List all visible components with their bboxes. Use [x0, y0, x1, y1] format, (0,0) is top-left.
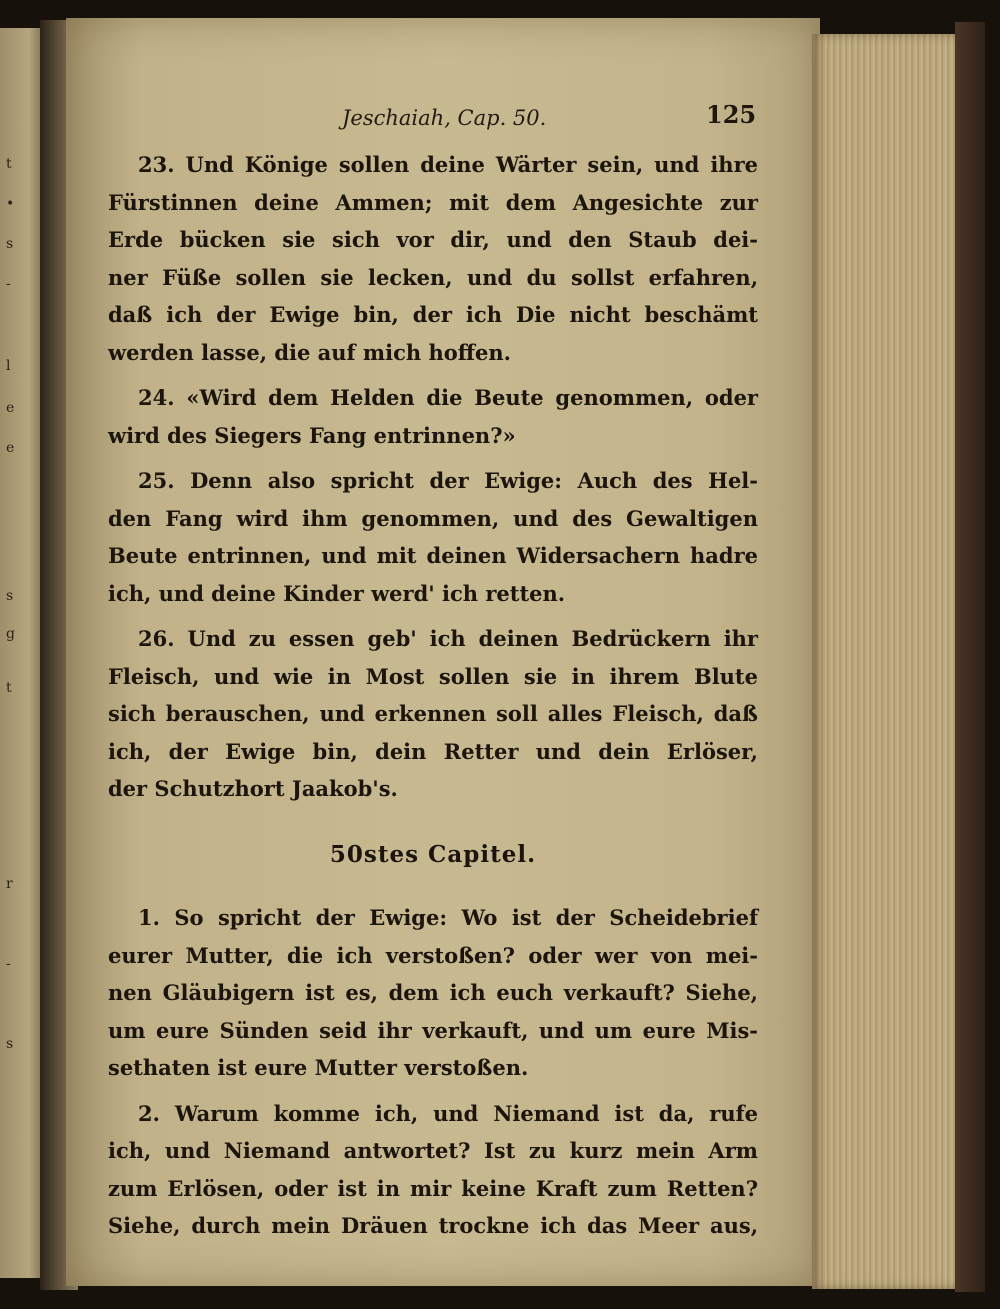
left-page-mark: s [6, 1036, 14, 1052]
left-page-mark: g [6, 626, 15, 642]
chapter-title: 50stes Capitel. [329, 840, 537, 868]
left-page-mark: r [6, 876, 13, 892]
left-page-mark: s [6, 588, 14, 604]
text-line: 2. Warum komme ich, und Niemand ist da, rufe [138, 1100, 758, 1126]
text-line: eurer Mutter, die ich verstoßen? oder wer von mei- [108, 942, 758, 968]
text-line: werden lasse, die auf mich hoffen. [108, 339, 511, 365]
text-line: 25. Denn also spricht der Ewige: Auch des Hel- [138, 468, 758, 493]
running-head: Jeschaiah, Cap. 50. [342, 106, 547, 130]
text-line: nen Gläubigern ist es, dem ich euch verkauft? Siehe, [108, 980, 758, 1005]
verse-25 [108, 462, 758, 612]
book-cover-edge [955, 22, 985, 1292]
text-line: daß ich der Ewige bin, der ich Die nicht beschämt [108, 302, 758, 327]
text-line: Erde bücken sie sich vor dir, und den Staub dei- [108, 227, 758, 252]
text-line: ich, der Ewige bin, dein Retter und dein Erlöser, [108, 738, 758, 764]
text-line: Siehe, durch mein Dräuen trockne ich das Meer aus, [108, 1213, 758, 1238]
left-page-mark: e [6, 400, 15, 416]
verse-number: 23. [138, 152, 175, 177]
text-line: ich, und Niemand antwortet? Ist zu kurz mein Arm [108, 1138, 758, 1163]
page-header [66, 96, 820, 136]
verse-1 [108, 899, 758, 1087]
text-line: 26. Und zu essen geb' ich deinen Bedrückern ihr [138, 626, 758, 651]
text-line: wird des Siegers Fang entrinnen?» [108, 422, 516, 448]
text-line: 1. So spricht der Ewige: Wo ist der Scheidebrief [138, 905, 758, 930]
left-page-mark: s [6, 236, 14, 252]
verse-number: 26. [138, 626, 175, 651]
text-line: Fürstinnen deine Ammen; mit dem Angesichte zur [108, 189, 758, 215]
text-line: ich, und deine Kinder werd' ich retten. [108, 580, 566, 606]
text-line: der Schutzhort Jaakob's. [108, 776, 398, 801]
verse-24 [108, 379, 758, 454]
left-page-mark: • [6, 196, 15, 212]
text-line: 23. Und Könige sollen deine Wärter sein, und ihre [138, 152, 758, 177]
verse-number: 24. [138, 385, 175, 410]
text-line: 24. «Wird dem Helden die Beute genommen, oder [138, 385, 758, 410]
left-page-mark: t [6, 156, 12, 172]
text-line: sich berauschen, und erkennen soll alles Fleisch, daß [108, 701, 758, 726]
text-line: um eure Sünden seid ihr verkauft, und um eure Mis- [108, 1017, 758, 1043]
verse-2 [108, 1095, 758, 1245]
left-page-mark: l [6, 358, 11, 374]
verse-23 [108, 146, 758, 371]
left-page-mark: t [6, 680, 12, 696]
verse-number: 2. [138, 1100, 160, 1126]
page-number: 125 [706, 100, 757, 129]
text-line: ner Füße sollen sie lecken, und du sollst erfahren, [108, 264, 758, 290]
verse-number: 1. [138, 905, 160, 930]
text-line: den Fang wird ihm genommen, und des Gewaltigen [108, 505, 758, 531]
page-body [108, 146, 758, 1253]
text-line: zum Erlösen, oder ist in mir keine Kraft zum Retten? [108, 1175, 758, 1201]
left-page-mark: e [6, 440, 15, 456]
text-line: sethaten ist eure Mutter verstoßen. [108, 1055, 529, 1080]
verse-26 [108, 620, 758, 808]
page-block-edges [812, 34, 962, 1289]
text-line: Fleisch, und wie in Most sollen sie in ihrem Blute [108, 663, 758, 689]
verse-number: 25. [138, 468, 175, 493]
left-page-mark: - [6, 956, 11, 972]
text-line: Beute entrinnen, und mit deinen Widersachern hadre [108, 543, 758, 568]
left-page-mark: - [6, 276, 11, 292]
